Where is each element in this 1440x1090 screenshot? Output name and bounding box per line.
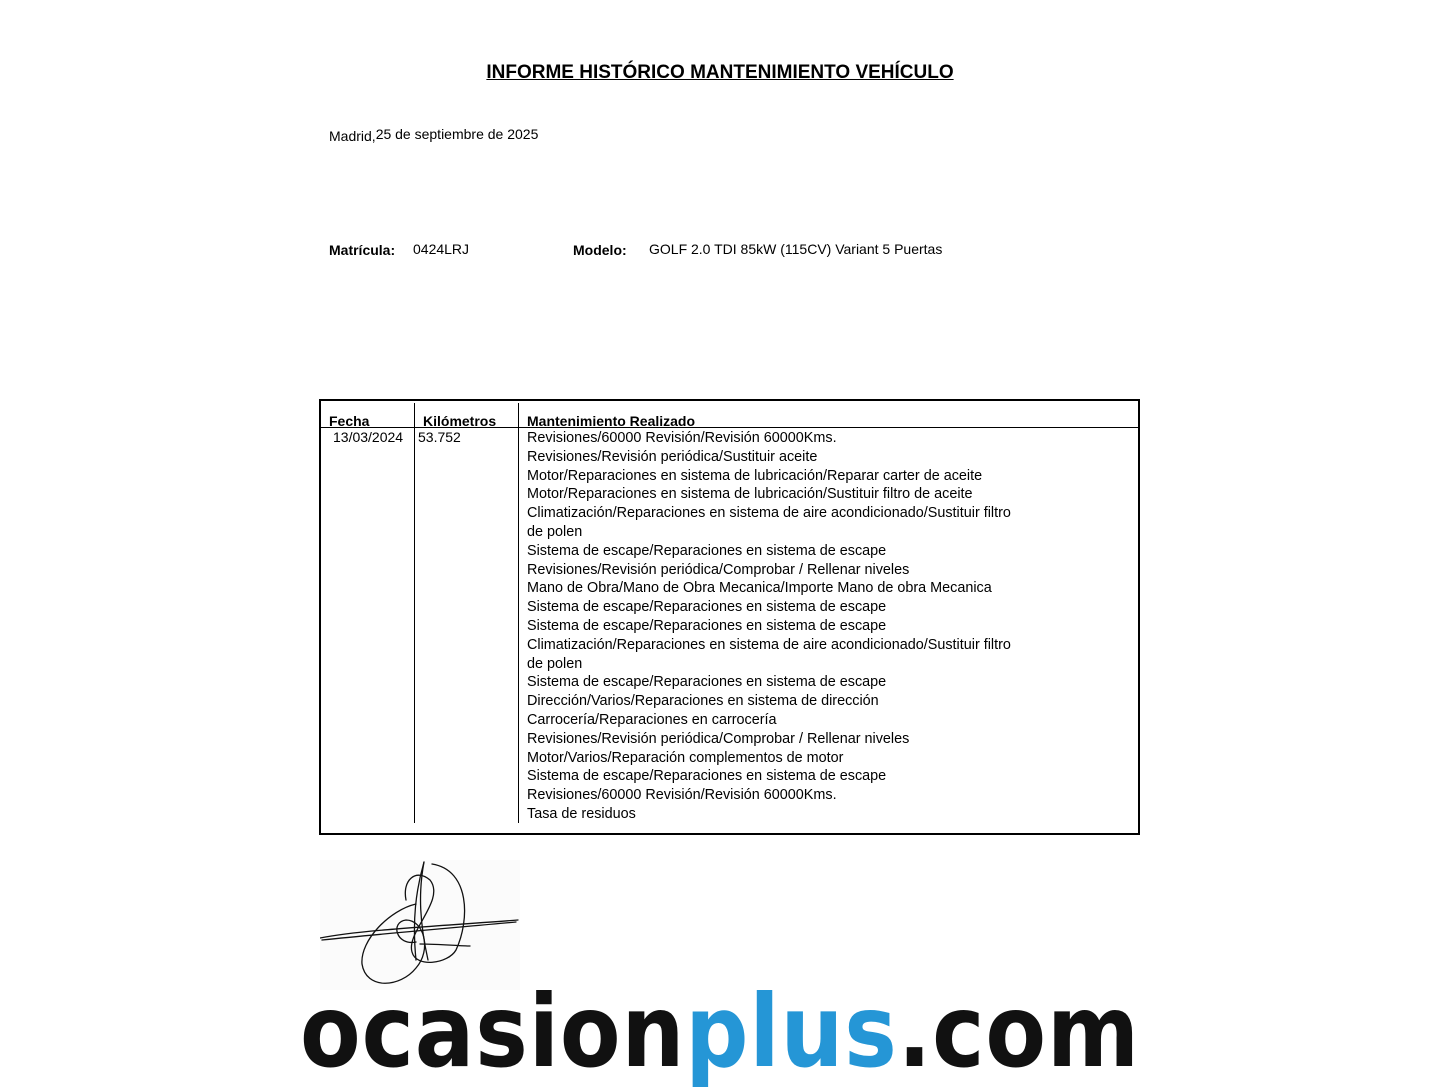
ocasionplus-logo (300, 973, 1140, 1090)
report-date: 25 de septiembre de 2025 (375, 126, 539, 142)
maintenance-item: Sistema de escape/Reparaciones en sistema de escape (527, 617, 887, 634)
logo-part-plus: plus (685, 973, 898, 1090)
maintenance-item: Tasa de residuos (527, 805, 636, 822)
report-title: INFORME HISTÓRICO MANTENIMIENTO VEHÍCULO (486, 62, 954, 83)
maintenance-list (527, 429, 1027, 824)
plate-value: 0424LRJ (413, 241, 470, 257)
maintenance-item: Carrocería/Reparaciones en carrocería (527, 711, 777, 728)
logo-part-ocasion: ocasion (300, 973, 686, 1090)
model-label: Modelo: (573, 242, 627, 258)
maintenance-item: Revisiones/Revisión periódica/Comprobar / Rellenar niveles (527, 561, 910, 578)
maintenance-item: Sistema de escape/Reparaciones en sistema de escape (527, 599, 887, 616)
maintenance-item: Revisiones/60000 Revisión/Revisión 60000Kms. (527, 787, 837, 804)
city: Madrid, (329, 128, 376, 144)
maintenance-item: Mano de Obra/Mano de Obra Mecanica/Importe Mano de obra Mecanica (527, 580, 992, 597)
maintenance-item: Sistema de escape/Reparaciones en sistema de escape (527, 768, 887, 785)
row-km: 53.752 (418, 429, 461, 445)
maintenance-table (319, 399, 1140, 835)
maintenance-item: Motor/Reparaciones en sistema de lubricación/Reparar carter de aceite (527, 467, 983, 484)
logo-part-com: .com (897, 973, 1140, 1090)
maintenance-item: Motor/Varios/Reparación complementos de motor (527, 749, 844, 766)
model-value: GOLF 2.0 TDI 85kW (115CV) Variant 5 Puertas (649, 241, 943, 257)
maintenance-item: Revisiones/Revisión periódica/Sustituir aceite (527, 448, 818, 465)
header-divider (321, 427, 1138, 428)
maintenance-item: Sistema de escape/Reparaciones en sistema de escape (527, 674, 887, 691)
maintenance-item: Revisiones/Revisión periódica/Comprobar / Rellenar niveles (527, 730, 910, 747)
maintenance-item: Dirección/Varios/Reparaciones en sistema de dirección (527, 693, 879, 710)
signature (320, 860, 520, 990)
maintenance-item: Revisiones/60000 Revisión/Revisión 60000Kms. (527, 430, 837, 446)
column-divider (518, 403, 519, 823)
plate-label: Matrícula: (329, 242, 396, 258)
row-date: 13/03/2024 (333, 429, 404, 445)
header-km: Kilómetros (423, 413, 497, 429)
place-date (329, 128, 538, 144)
signature-drawing (320, 860, 520, 990)
maintenance-item: Climatización/Reparaciones en sistema de aire acondicionado/Sustituir filtro de polen (527, 636, 1011, 672)
header-date: Fecha (329, 413, 370, 429)
column-divider (414, 403, 415, 823)
header-maintenance: Mantenimiento Realizado (527, 413, 696, 429)
maintenance-item: Sistema de escape/Reparaciones en sistema de escape (527, 542, 887, 559)
maintenance-item: Motor/Reparaciones en sistema de lubricación/Sustituir filtro de aceite (527, 486, 973, 503)
maintenance-item: Climatización/Reparaciones en sistema de aire acondicionado/Sustituir filtro de polen (527, 505, 1011, 540)
